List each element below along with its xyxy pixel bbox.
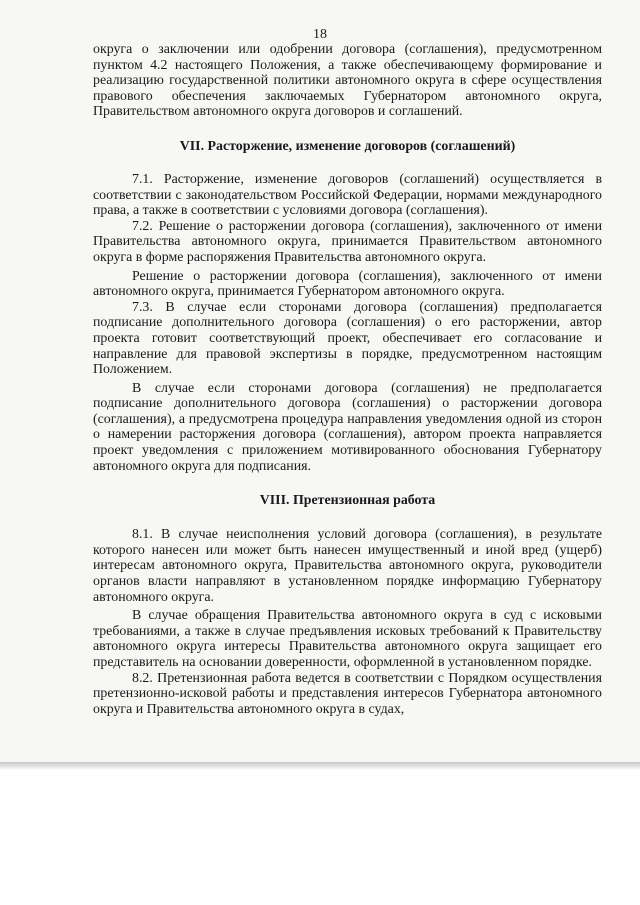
paragraph-8-1: 8.1. В случае неисполнения условий договора (соглашения), в результате которого нанесен или может быть нанесен имущественный и иной вред (ущерб) интересам автономного округа, Правительства автономного округа, руководители органов власти направляют в установленном порядке информацию Губернатору автономного округа. [93,527,602,605]
paragraph-7-1: 7.1. Расторжение, изменение договоров (соглашений) осуществляется в соответствии с законодательством Российской Федерации, нормами международного права, а также в соответствии с условиями договора (соглашения). [93,171,602,219]
paragraph-8-2: 8.2. Претензионная работа ведется в соответствии с Порядком осуществления претензионно-исковой работы и представления интересов Губернатора автономного округа и Правительства автономного округа в судах, [93,670,602,717]
page-bottom-edge [0,762,640,770]
document-body [93,42,602,717]
paragraph-7-2: 7.2. Решение о расторжении договора (соглашения), заключенного от имени Правительства автономного округа, принимается Правительством автономного округа в форме распоряжения Правительства автономного округа. [93,218,602,265]
section-8-heading: VIII. Претензионная работа [259,493,436,509]
page-number: 18 [313,27,327,42]
paragraph-7-2-governor: Решение о расторжении договора (соглашения), заключенного от имени автономного округа, принимается Губернатором автономного округа. [93,268,602,300]
intro-paragraph: округа о заключении или одобрении договора (соглашения), предусмотренном пунктом 4.2 настоящего Положения, а также обеспечивающему формирование и реализацию государственной политики автономного округа в сфере осуществления правового обеспечения заключаемых Губернатором автономного округа, Правительством автономного округа договоров и соглашений. [93,42,602,120]
paragraph-8-1-court: В случае обращения Правительства автономного округа в суд с исковыми требованиями, а также в случае предъявления исковых требований к Правительству автономного округа интересы Правительства автономного округа защищает его представитель на основании доверенности, оформленной в установленном порядке. [93,608,602,670]
paragraph-7-3-notification: В случае если сторонами договора (соглашения) не предполагается подписание дополнительного договора (соглашения) о расторжении договора (соглашения), а предусмотрена процедура направления уведомления одной из сторон о намерении расторжения договора (соглашения), автором проекта направляется проект уведомления с приложением мотивированного обоснования Губернатору автономного округа для подписания. [93,380,602,474]
section-7-heading: VII. Расторжение, изменение договоров (соглашений) [179,138,516,154]
paragraph-7-3: 7.3. В случае если сторонами договора (соглашения) предполагается подписание дополнительного договора (соглашения) о его расторжении, автор проекта готовит соответствующий проект, обеспечивает его согласование и направление для правовой экспертизы в порядке, предусмотренном настоящим Положением. [93,299,602,378]
